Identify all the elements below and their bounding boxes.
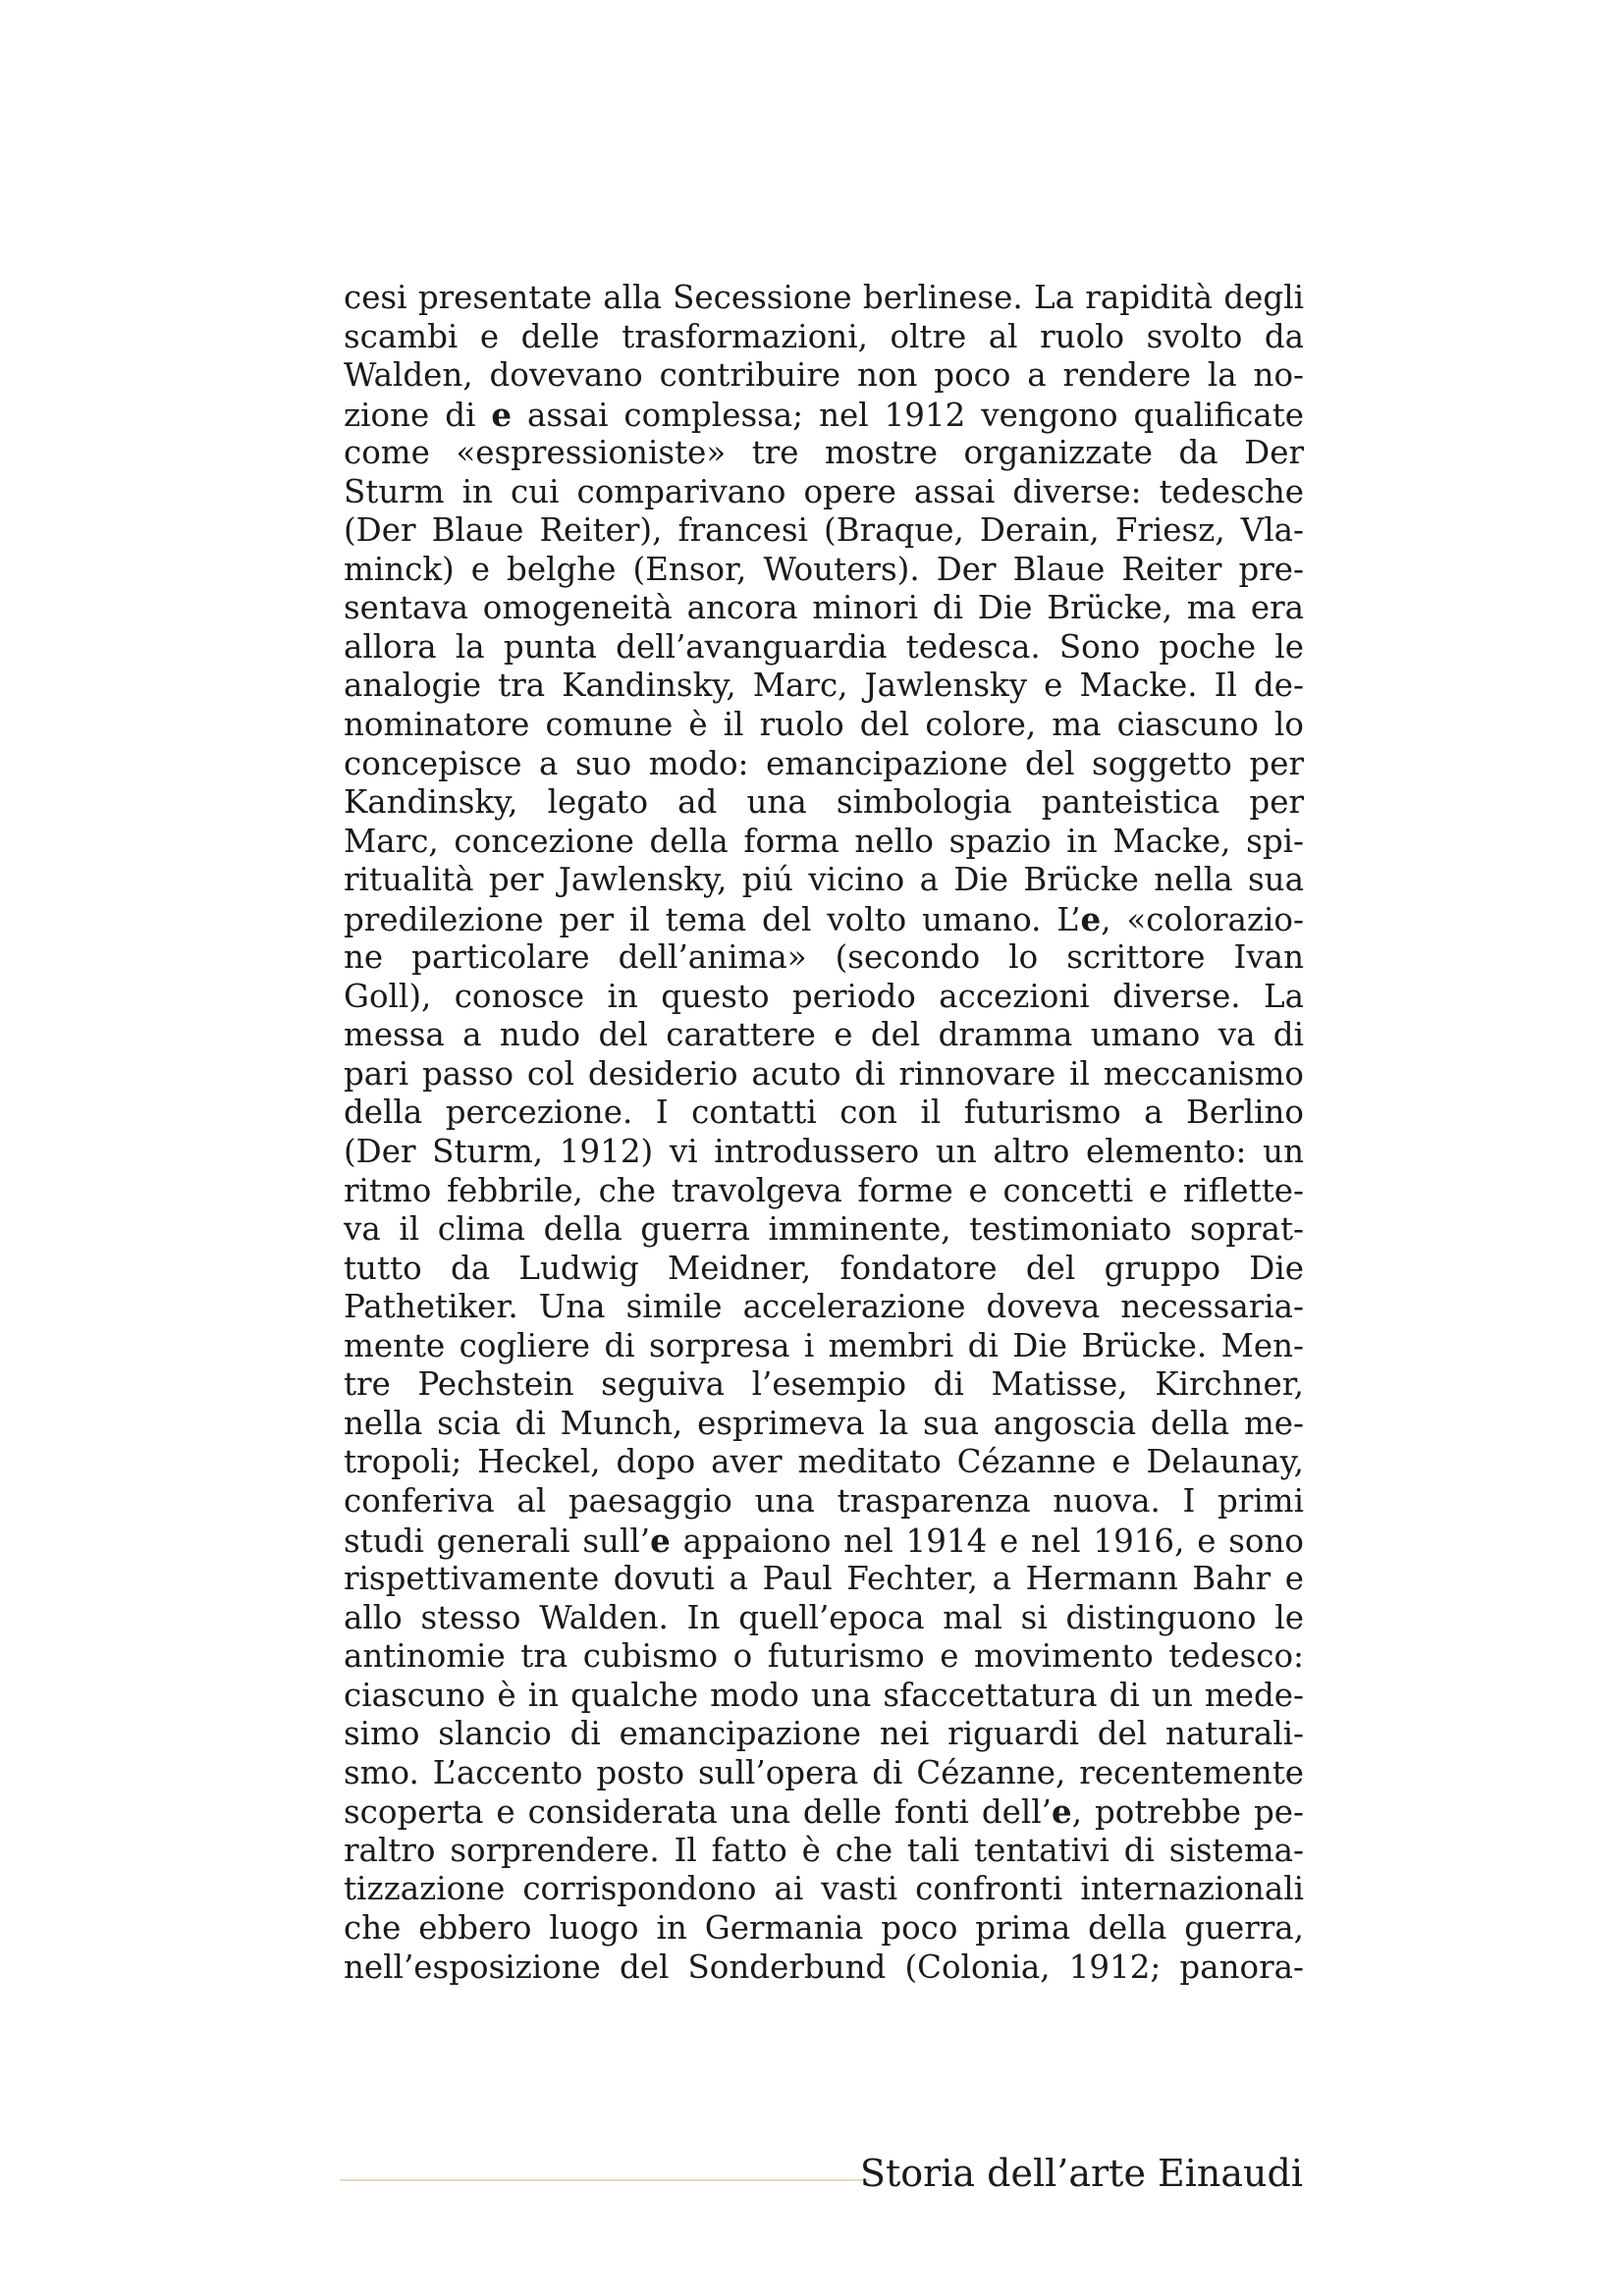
text-line: smo. L’accento posto sull’opera di Cézanne, recentemente [344, 1753, 1304, 1791]
text-line: nell’esposizione del Sonderbund (Colonia, 1912; panora- [344, 1948, 1304, 1986]
text-line: ne particolare dell’anima» (secondo lo scrittore Ivan [344, 938, 1304, 977]
text-line: minck) e belghe (Ensor, Wouters). Der Blaue Reiter pre- [344, 550, 1304, 588]
text-line: Sturm in cui comparivano opere assai diverse: tedesche [344, 472, 1304, 510]
body-text [344, 279, 1304, 1987]
text-line: tizzazione corrispondono ai vasti confronti internazionali [344, 1870, 1304, 1908]
text-line: analogie tra Kandinsky, Marc, Jawlensky e Macke. Il de- [344, 667, 1304, 705]
text-line: che ebbero luogo in Germania poco prima della guerra, [344, 1908, 1304, 1947]
text-line: Marc, concezione della forma nello spazio in Macke, spi- [344, 822, 1304, 860]
text-line: concepisce a suo modo: emancipazione del soggetto per [344, 744, 1304, 782]
text-line: simo slancio di emancipazione nei riguardi del naturali- [344, 1715, 1304, 1753]
text-line: conferiva al paesaggio una trasparenza nuova. I primi [344, 1481, 1304, 1520]
subject-abbreviation: e [1052, 1792, 1072, 1832]
text-line: va il clima della guerra imminente, testimoniato soprat- [344, 1210, 1304, 1249]
text-line: scambi e delle trasformazioni, oltre al ruolo svolto da [344, 317, 1304, 355]
text-line: messa a nudo del carattere e del dramma umano va di [344, 1016, 1304, 1054]
text-line: scoperta e considerata una delle fonti dell’e, potrebbe pe- [344, 1792, 1304, 1832]
text-line: come «espressioniste» tre mostre organizzate da Der [344, 434, 1304, 472]
text-line: pari passo col desiderio acuto di rinnovare il meccanismo [344, 1054, 1304, 1093]
text-line: tropoli; Heckel, dopo aver meditato Cézanne e Delaunay, [344, 1443, 1304, 1481]
text-line: ritmo febbrile, che travolgeva forme e concetti e riflette- [344, 1171, 1304, 1209]
text-line: tutto da Ludwig Meidner, fondatore del gruppo Die [344, 1249, 1304, 1287]
text-line: predilezione per il tema del volto umano. L’e, «colorazio- [344, 899, 1304, 938]
text-line: antinomie tra cubismo o futurismo e movimento tedesco: [344, 1637, 1304, 1676]
text-line: cesi presentate alla Secessione berlinese. La rapidità degli [344, 279, 1304, 316]
text-line: Kandinsky, legato ad una simbologia panteistica per [344, 783, 1304, 822]
text-line: ciascuno è in qualche modo una sfaccettatura di un mede- [344, 1676, 1304, 1714]
text-line: nella scia di Munch, esprimeva la sua angoscia della me- [344, 1404, 1304, 1442]
text-line: rispettivamente dovuti a Paul Fechter, a Hermann Bahr e [344, 1560, 1304, 1598]
text-line: ritualità per Jawlensky, piú vicino a Die Brücke nella sua [344, 861, 1304, 899]
text-line: raltro sorprendere. Il fatto è che tali tentativi di sistema- [344, 1831, 1304, 1869]
text-line: allora la punta dell’avanguardia tedesca. Sono poche le [344, 627, 1304, 666]
subject-abbreviation: e [1080, 899, 1102, 938]
text-line: Pathetiker. Una simile accelerazione doveva necessaria- [344, 1288, 1304, 1326]
text-line: sentava omogeneità ancora minori di Die Brücke, ma era [344, 589, 1304, 627]
text-line: nominatore comune è il ruolo del colore, ma ciascuno lo [344, 706, 1304, 744]
text-line: tre Pechstein seguiva l’esempio di Matisse, Kirchner, [344, 1365, 1304, 1404]
text-line: studi generali sull’e appaiono nel 1914 e nel 1916, e sono [344, 1521, 1305, 1560]
text-line: Goll), conosce in questo periodo accezioni diverse. La [344, 977, 1304, 1015]
text-line: Walden, dovevano contribuire non poco a rendere la no- [344, 356, 1304, 395]
footer-rule [340, 2179, 870, 2181]
text-line: zione di e assai complessa; nel 1912 vengono qualificate [344, 395, 1305, 434]
subject-abbreviation: e [650, 1521, 671, 1560]
footer-title: Storia dell’arte Einaudi [859, 2152, 1303, 2195]
text-line: mente cogliere di sorpresa i membri di Die Brücke. Men- [344, 1326, 1304, 1364]
text-line: (Der Blaue Reiter), francesi (Braque, Derain, Friesz, Vla- [344, 511, 1304, 550]
text-line: (Der Sturm, 1912) vi introdussero un altro elemento: un [344, 1133, 1304, 1171]
subject-abbreviation: e [491, 395, 513, 434]
text-line: della percezione. I contatti con il futurismo a Berlino [344, 1094, 1304, 1132]
text-line: allo stesso Walden. In quell’epoca mal si distinguono le [344, 1598, 1304, 1636]
